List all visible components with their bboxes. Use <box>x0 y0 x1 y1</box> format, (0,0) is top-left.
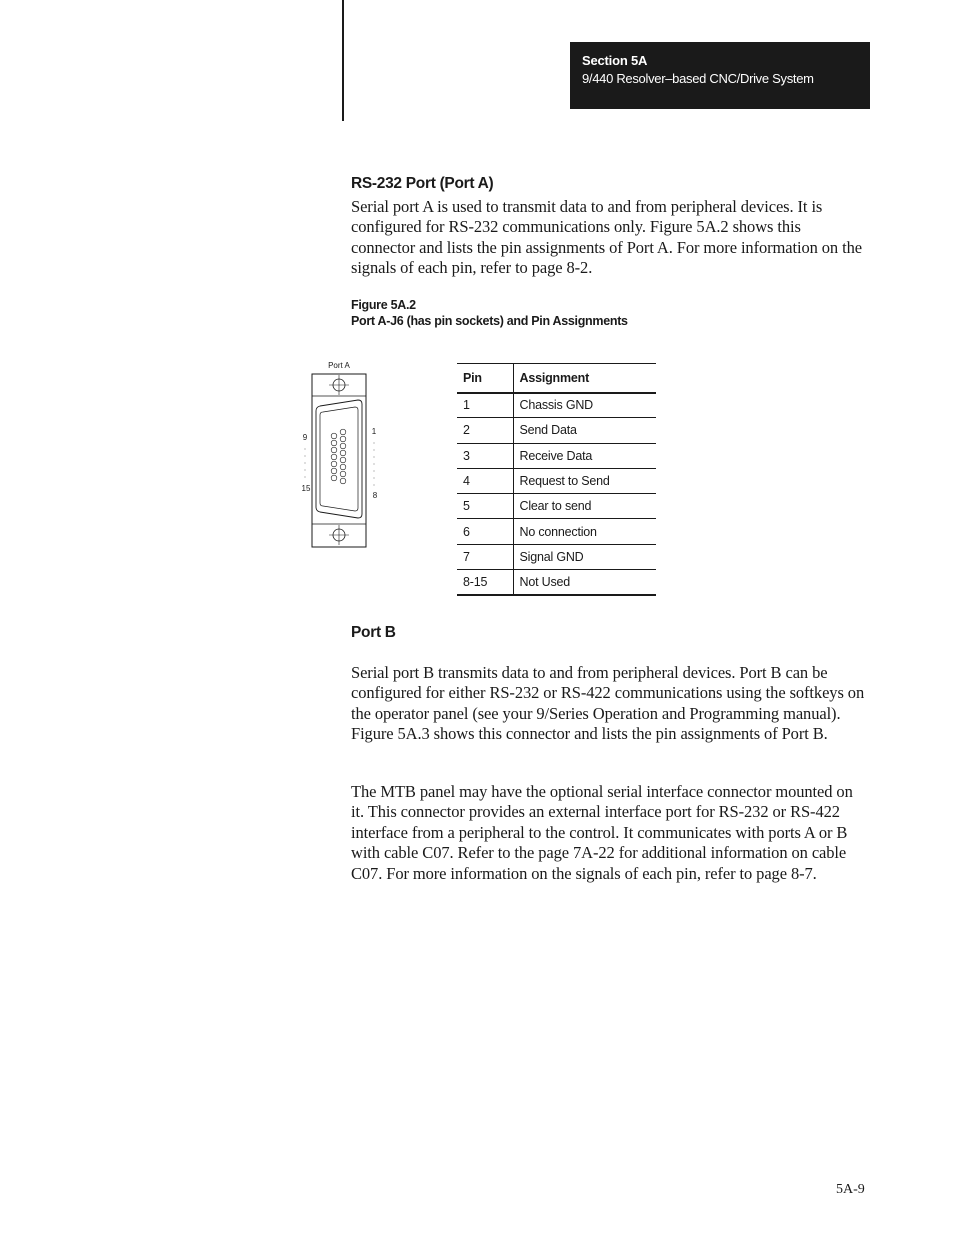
section-subtitle: 9/440 Resolver–based CNC/Drive System <box>582 71 814 86</box>
assignment-cell: Send Data <box>513 418 656 443</box>
pin-sockets <box>331 429 346 484</box>
table-row <box>457 393 656 418</box>
figure-title: Port A-J6 (has pin sockets) and Pin Assignments <box>351 314 628 328</box>
margin-rule <box>342 0 344 121</box>
pin-label-1: 1 <box>371 427 377 436</box>
table-header-row <box>457 364 656 393</box>
table-row <box>457 544 656 569</box>
table-row <box>457 468 656 493</box>
section-header <box>570 42 870 109</box>
table-row <box>457 443 656 468</box>
port-b-heading: Port B <box>351 624 396 641</box>
pin-cell: 6 <box>457 519 513 544</box>
pin-cell: 5 <box>457 494 513 519</box>
port-b-paragraph-1: Serial port B transmits data to and from peripheral devices. Port B can be configured for either RS-232 or RS-422 communications using the softkeys on the operator panel (see your 9/Series Operation and Programming manual). Figure 5A.3 shows this connector and lists the pin assignments of Port B. <box>351 663 865 744</box>
pin-cell: 3 <box>457 443 513 468</box>
port-b-paragraph-2: The MTB panel may have the optional serial interface connector mounted on it. This connector provides an external interface port for RS-232 or RS-422 interface from a peripheral to the control. It communicates with ports A or B with cable C07. Refer to the page 7A-22 for additional information on cable C07. For more information on the signals of each pin, refer to page 8-7. <box>351 782 853 883</box>
figure-number: Figure 5A.2 <box>351 298 416 312</box>
assignment-cell: Not Used <box>513 570 656 595</box>
pin-cell: 7 <box>457 544 513 569</box>
table-row <box>457 570 656 595</box>
connector-body <box>316 400 362 518</box>
table-row <box>457 494 656 519</box>
pin-cell: 8-15 <box>457 570 513 595</box>
column-header-assignment: Assignment <box>513 364 656 393</box>
assignment-cell: Receive Data <box>513 443 656 468</box>
pin-label-9: 9 <box>302 433 308 442</box>
rs232-heading: RS-232 Port (Port A) <box>351 175 494 192</box>
pin-cell: 1 <box>457 393 513 418</box>
assignment-cell: Clear to send <box>513 494 656 519</box>
page-number: 5A-9 <box>836 1182 865 1197</box>
assignment-cell: No connection <box>513 519 656 544</box>
connector-label: Port A <box>328 361 350 370</box>
pin-label-15: 15 <box>301 484 311 493</box>
pin-assignment-table <box>457 363 656 596</box>
rs232-paragraph: Serial port A is used to transmit data to and from peripheral devices. It is configured for RS-232 communications only. Figure 5A.2 shows this connector and lists the pin assignments of Port A. For more information on the signals of each pin, refer to page 8-2. <box>351 197 862 278</box>
section-title: Section 5A <box>582 53 648 68</box>
assignment-cell: Request to Send <box>513 468 656 493</box>
pin-label-8: 8 <box>372 491 378 500</box>
table-row <box>457 519 656 544</box>
pin-cell: 4 <box>457 468 513 493</box>
pin-cell: 2 <box>457 418 513 443</box>
port-a-connector-diagram <box>296 356 386 552</box>
assignment-cell: Signal GND <box>513 544 656 569</box>
table-row <box>457 418 656 443</box>
assignment-cell: Chassis GND <box>513 393 656 418</box>
figure-caption <box>351 297 628 329</box>
column-header-pin: Pin <box>457 364 513 393</box>
